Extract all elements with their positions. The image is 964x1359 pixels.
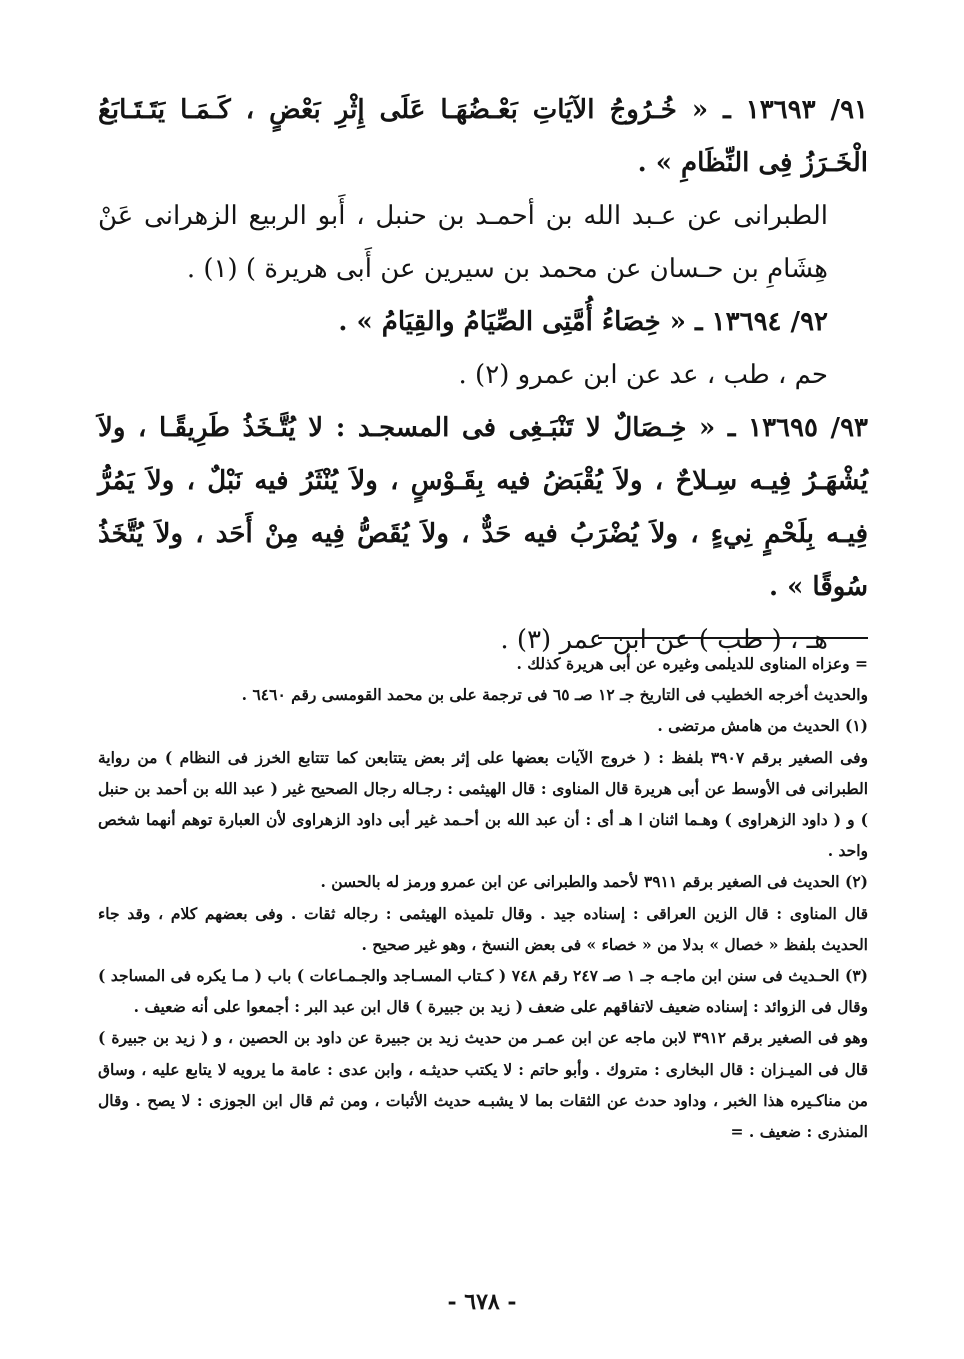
hadith-91: ٩١/ ١٣٦٩٣ ـ « خُـرُوجُ الآيَاتِ بَعْـضُهَـا عَلَى إِثْرِ بَعْضٍ ، كَـمَـا يَتَـتَـابَعُ الْخَـرَزُ فِى النِّظَامِ » . <box>98 95 868 178</box>
source-93: هـ ، ( طب ) عن ابن عمر (٣) . <box>500 625 828 655</box>
footnote-continuation: = وعزاه المناوى للديلمى وغيره عن أبى هريرة كذلك . <box>516 654 868 673</box>
footnote-1-detail: وفى الصغير برقم ٣٩٠٧ بلفظ : ( خروج الآيات بعضها على إثر بعض يتتابعن كما تتتابع الخرز فى النظام ) من رواية الطبرانى فى الأوسط عن أبى هريرة قال المناوى : قال الهيثمى : رجـاله رجال الصحيح غير ( عبد الله بن أحمد بن حنبل ) و ( داود الزهراوى ) وهـما اثنان ا هـ أى : أن عبد الله بن أحـمد غير أبى داود الزهراوى لأن العبارة توهم أنهما شخص واحد . <box>98 747 868 861</box>
hadith-93: ٩٣/ ١٣٦٩٥ ـ « خِـصَالٌ لا تَنْبَـغِى فى المسجـد : لا يُتَّـخَذُ طَرِيقًـا ، ولاَ يُشْهَـرُ فِيـه سِـلاحٌ ، ولاَ يُقْبَضُ فيه بِقَـوْسٍ ، ولاَ يُنْثَرُ فيه نَبْلٌ ، ولاَ يَمُرُّ فِيـه بِلَحْمٍ نِيءٍ ، ولاَ يُضْرَبُ فيه حَدٌّ ، ولاَ يُقَصُّ فِيه مِنْ أَحَد ، ولاَ يُتَّخَذُ سُوقًا » . <box>98 413 868 602</box>
footnote-khatib: والحديث أخرجه الخطيب فى التاريخ جـ ١٢ صـ ٦٥ فى ترجمة على بن محمد القومسى رقم ٦٤٦٠ . <box>241 685 868 705</box>
footnote-2: (٢) الحديث فى الصغير برقم ٣٩١١ لأحمد والطبرانى عن ابن عمرو ورمز له بالحسن . <box>320 872 868 892</box>
footnote-3: (٣) الحـديث فى سنن ابن ماجـه جـ ١ صـ ٢٤٧ رقم ٧٤٨ ( كـتاب المسـاجد والجـمـاعات ) باب ( مـا يكره فى المساجد ) وقال فى الزوائد : إسناده ضعيف لاتفاقهم على ضعف ( زيد بن جبيرة ) قال ابن عبد البر : أجمعوا على أنه ضعيف . <box>98 966 868 1017</box>
footnote-2-detail: قال المناوى : قال الزين العراقى : إسناده جيد . وقال تلميذه الهيثمى : رجاله ثقات . وفى بعضهم كلام ، وقد جاء الحديث بلفظ « خصال » بدلا من « خصاء » فى بعض النسخ ، وهو غير صحيح . <box>98 903 868 954</box>
hadith-92: ٩٢/ ١٣٦٩٤ ـ « خِصَاءُ أُمَّتِى الصِّيَامُ والقِيَامُ » . <box>338 307 828 337</box>
footnote-1: (١) الحديث من هامش مرتضى . <box>657 716 868 736</box>
footnote-divider <box>598 637 868 639</box>
source-91: الطبرانى عن عـبد الله بن أحمـد بن حنبل ، أَبو الربيع الزهرانى عَنْ هِشَامِ بن حـسان عن محمد بن سيرين عن أَبى هريرة ) (١) . <box>98 201 828 284</box>
footnote-3-detail: وهو فى الصغير برقم ٣٩١٢ لابن ماجه عن ابن عمـر من حديث زيد بن جبيرة عن داود بن الحصين ، و ( زيد بن جبيرة ) قال فى الميـزان : قال البخارى : متروك . وأبو حاتم : لا يكتب حديثـه ، وابن عدى : عامة ما يرويه لا يتابع عليه ، وساق من مناكـيره هذا الخبر ، وداود حدث عن الثقات بما لا يشبـه حديث الأثبات ، ومن ثم قال ابن الجوزى : لا يصح . وقال المنذرى : ضعيف . = <box>98 1028 868 1142</box>
page-number: - ٦٧٨ - <box>447 1289 517 1315</box>
footnotes <box>98 648 868 1147</box>
source-92: حم ، طب ، عد عن ابن عمرو (٢) . <box>458 360 828 390</box>
main-text <box>98 84 868 667</box>
